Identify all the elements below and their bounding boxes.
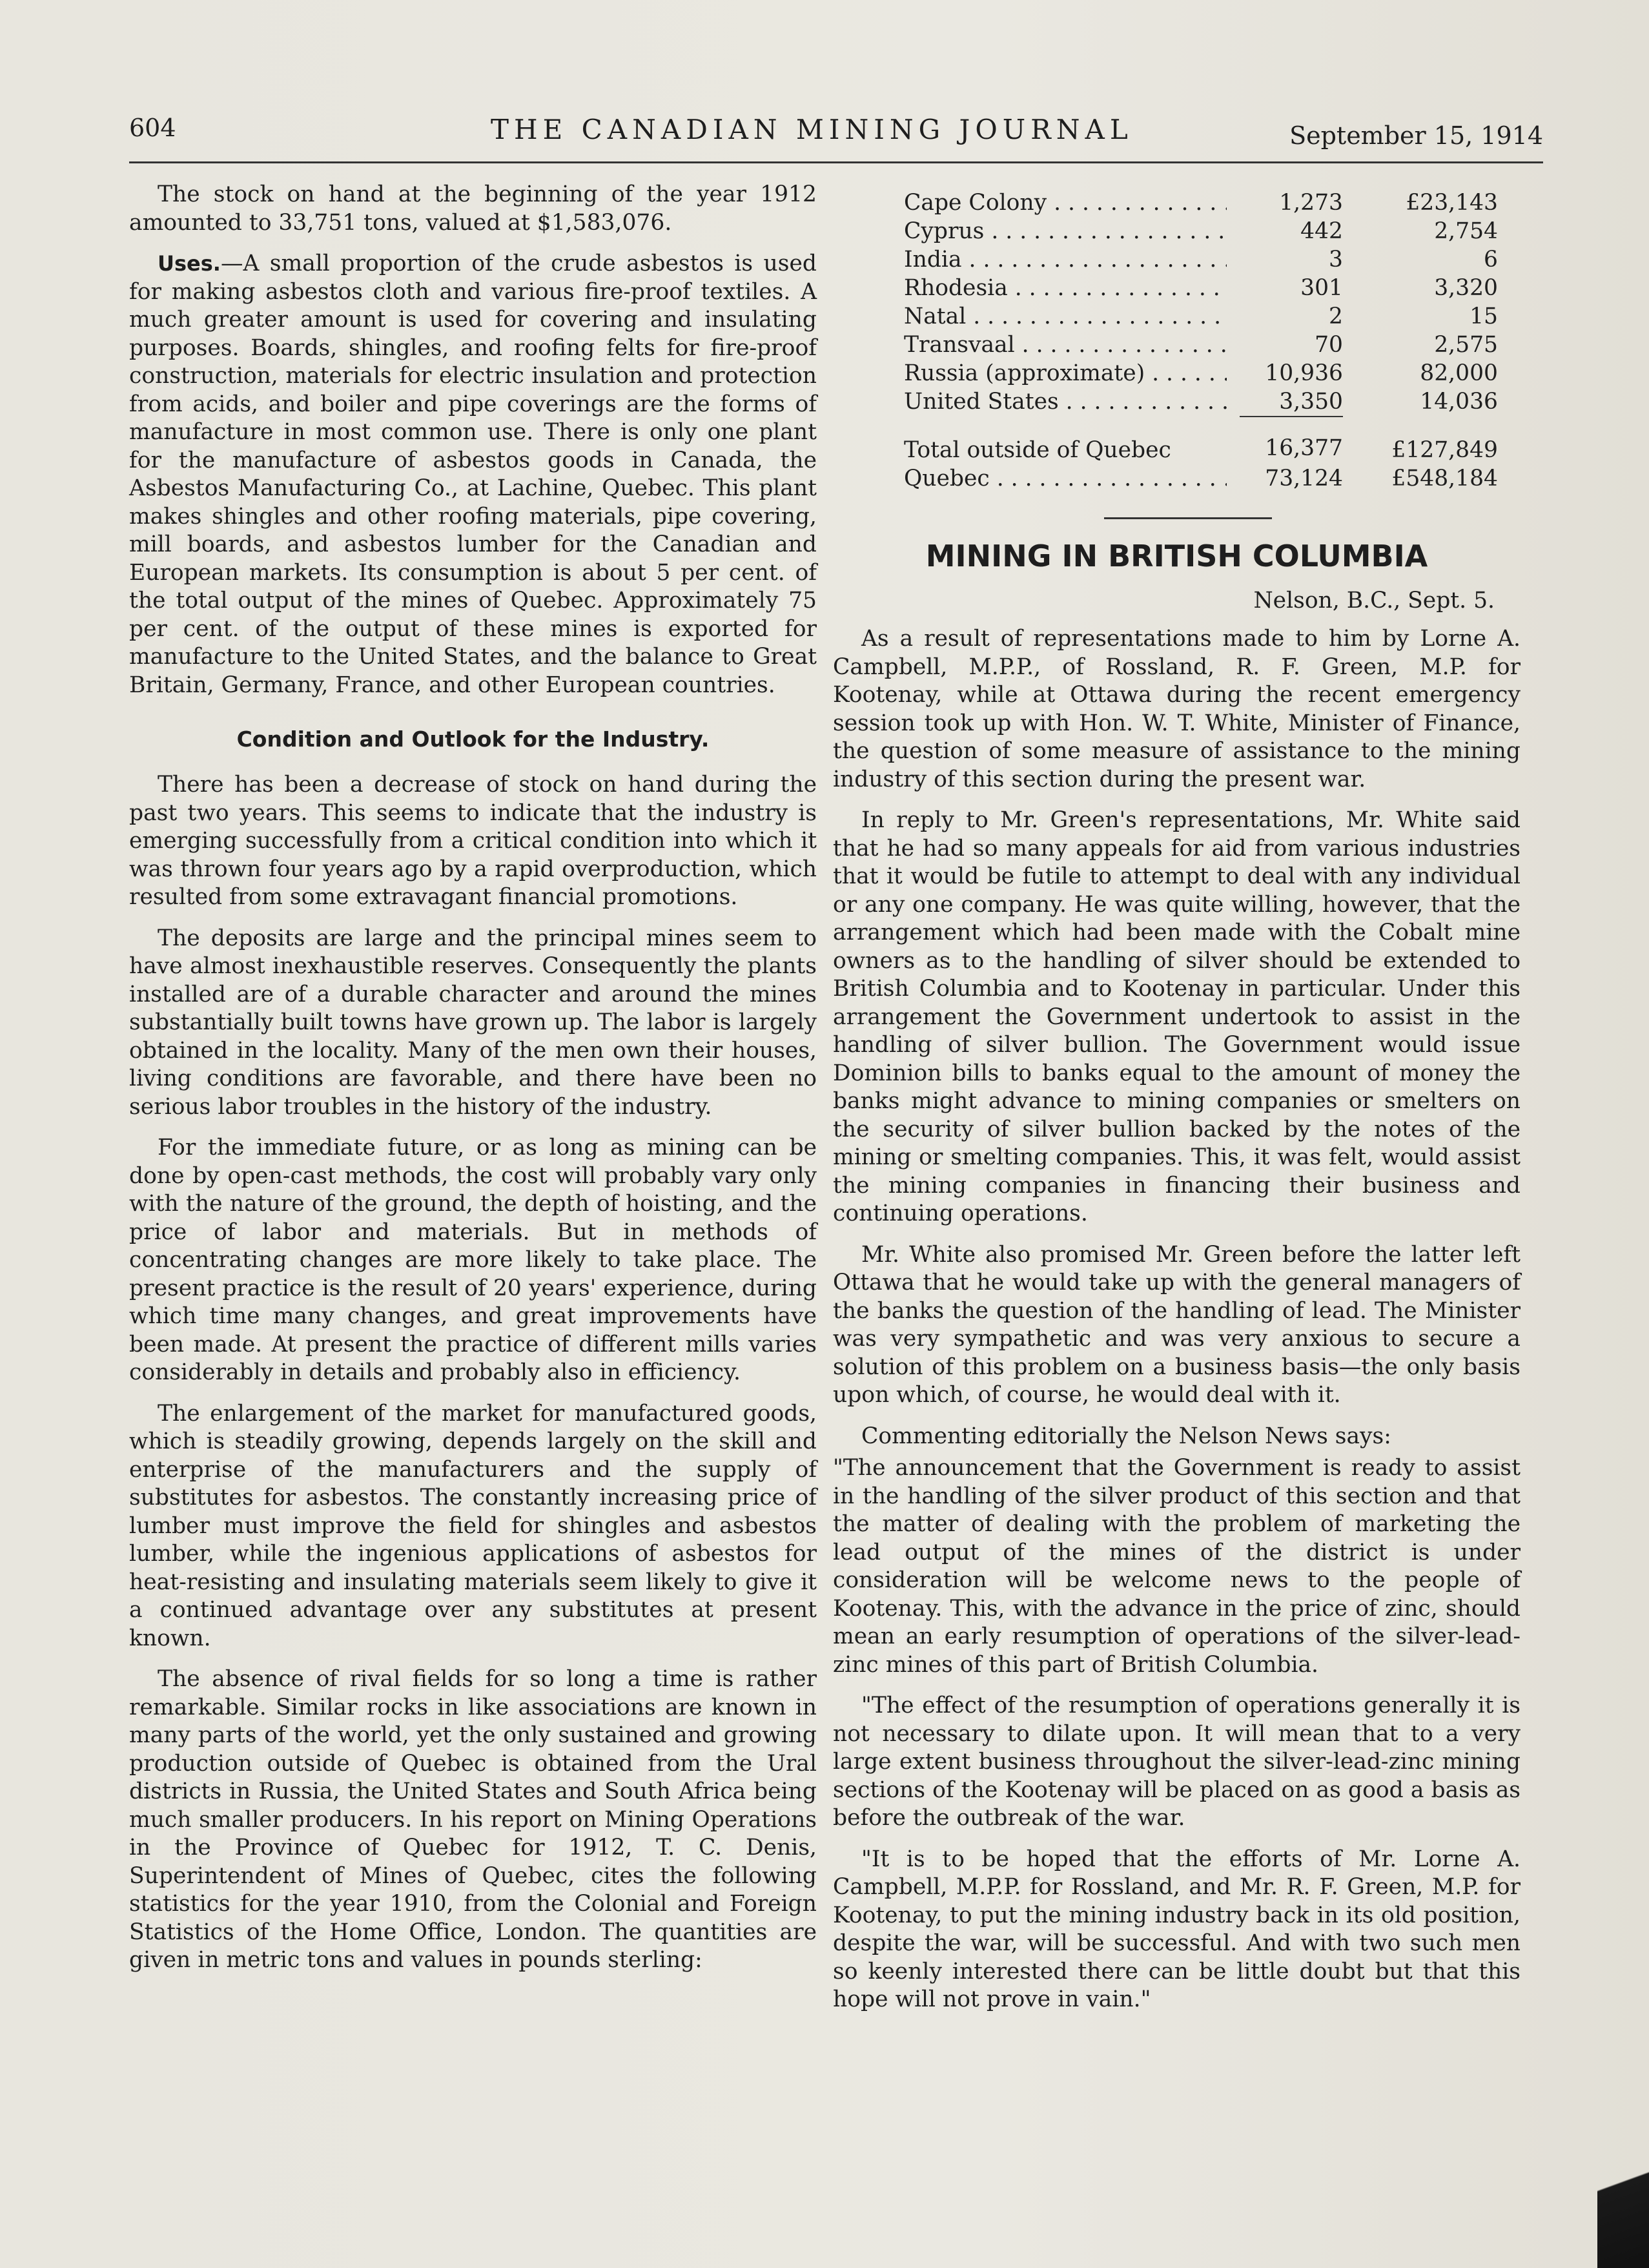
right-column xyxy=(833,189,1521,2027)
journal-title: THE CANADIAN MINING JOURNAL xyxy=(491,114,1133,145)
quebec-value: £548,184 xyxy=(1391,466,1498,491)
uses-text: —A small proportion of the crude asbestos is used for making asbestos cloth and various fire-proof textiles. A much greater amount is used for covering and insulating purposes. Boards, shingles, and roofing felts for fire-proof construction, materials for electric insulation and protection from acids, and boiler and pipe coverings are the forms of manufacture in most common use. There is only one plant for the manufacture of asbestos goods in Canada, the Asbestos Manufacturing Co., at Lachine, Quebec. This plant makes shingles and other roofing materials, pipe covering, mill boards, and asbestos lumber for the Canadian and European markets. Its consumption is about 5 per cent. of the total output of the mines of Quebec. Approximately 75 per cent. of the output of these mines is exported for manufacture to the United States, and the balance to Great Britain, Germany, France, and other European countries. xyxy=(129,251,817,698)
page-corner-shadow xyxy=(1597,2126,1649,2268)
table-row xyxy=(904,245,1498,274)
table-row xyxy=(904,274,1498,302)
tons-cell: 3 xyxy=(1329,247,1343,273)
value-cell: 3,320 xyxy=(1434,275,1498,301)
article-quote-paragraph: "The announcement that the Government is ready to assist in the handling of the silver product of this section and that the matter of dealing with the problem of marketing the lead output of the mines of the district is under consideration will be welcome news to the people of Kootenay. This, with the advance in the price of zinc, should mean an early resumption of operations of the silver-lead-zinc mines of this part of British Columbia. xyxy=(833,1455,1521,1678)
country-name: Transvaal xyxy=(904,332,1015,358)
tons-cell: 10,936 xyxy=(1265,360,1343,386)
tons-cell: 3,350 xyxy=(1279,389,1343,415)
value-cell: 15 xyxy=(1470,304,1498,329)
paragraph-stock: The stock on hand at the beginning of the year 1912 amounted to 33,751 tons, valued at $1,583,076. xyxy=(129,181,817,236)
section-divider xyxy=(1104,517,1272,519)
article-title: MINING IN BRITISH COLUMBIA xyxy=(925,539,1428,573)
page-header xyxy=(129,110,1543,163)
paragraph-future: For the immediate future, or as long as mining can be done by open-cast methods, the cost will probably vary only with the nature of the ground, the depth of hoisting, and the price of labor and materials. But in methods of concentrating changes are more likely to take place. The present practice is the result of 20 years' experience, during which time many changes, and great improvements have been made. At present the practice of different mills varies considerably in details and probably also in efficiency. xyxy=(129,1135,817,1385)
value-cell: 2,754 xyxy=(1434,218,1498,244)
value-cell: £23,143 xyxy=(1406,190,1498,216)
table-row xyxy=(904,302,1498,331)
value-cell: 6 xyxy=(1484,247,1498,273)
value-cell: 2,575 xyxy=(1434,332,1498,358)
country-name: Cyprus xyxy=(904,218,985,244)
paragraph-uses xyxy=(129,250,817,699)
tons-cell: 2 xyxy=(1329,304,1343,329)
value-cell: 14,036 xyxy=(1420,389,1498,415)
country-name: United States xyxy=(904,389,1059,415)
country-name: India xyxy=(904,247,962,273)
paragraph-deposits: The deposits are large and the principal mines seem to have almost inexhaustible reserves. Consequently the plants installed are of a durable character and around the mines substantially built towns have grown up. The labor is largely obtained in the locality. Many of the men own their houses, living conditions are favorable, and there have been no serious labor troubles in the history of the industry. xyxy=(129,925,817,1120)
table-quebec-row xyxy=(904,464,1498,493)
article-paragraph: Mr. White also promised Mr. Green before the latter left Ottawa that he would take up with the general managers of the banks the question of the handling of lead. The Minister was very sympathetic and was very anxious to secure a solution of this problem on a business basis—the only basis upon which, of course, he would deal with it. xyxy=(833,1241,1521,1408)
country-name: Rhodesia xyxy=(904,275,1008,301)
article-dateline: Nelson, B.C., Sept. 5. xyxy=(1253,588,1495,613)
total-tons: 16,377 xyxy=(1240,417,1343,464)
uses-run-in-heading: Uses. xyxy=(158,251,221,276)
article-quote-paragraph: "It is to be hoped that the efforts of Mr. Lorne A. Campbell, M.P.P. for Rossland, and Mr. R. F. Green, M.P. for Kootenay, to put the mining industry back in its old position, despite the war, will be successful. And with two such men so keenly interested there can be little doubt but that this hope will not prove in vain." xyxy=(833,1846,1521,2012)
page-number: 604 xyxy=(129,114,176,142)
article-paragraph: Commenting editorially the Nelson News says: xyxy=(861,1423,1391,1449)
statistics-table xyxy=(904,189,1498,493)
tons-cell: 442 xyxy=(1300,218,1343,244)
table-row xyxy=(904,387,1498,417)
country-name: Natal xyxy=(904,304,967,329)
tons-cell: 70 xyxy=(1315,332,1343,358)
section-heading-outlook: Condition and Outlook for the Industry. xyxy=(236,727,710,752)
paragraph-market: The enlargement of the market for manufactured goods, which is steadily growing, depends largely on the skill and enterprise of the manufacturers and the supply of substitutes for asbestos. The constantly increasing price of lumber must improve the field for shingles and asbestos lumber, while the ingenious applications of asbestos for heat-resisting and insulating materials seem likely to give it a continued advantage over any substitutes at present known. xyxy=(129,1400,817,1651)
country-name: Cape Colony xyxy=(904,190,1047,216)
table-row xyxy=(904,189,1498,217)
table-row xyxy=(904,331,1498,359)
total-value: £127,849 xyxy=(1391,437,1498,463)
table-row xyxy=(904,217,1498,245)
article-paragraph: In reply to Mr. Green's representations, Mr. White said that he had so many appeals for aid from various industries that it would be futile to attempt to deal with any individual or any one company. He was quite willing, however, that the arrangement which had been made with the Cobalt mine owners as to the handling of silver should be extended to British Columbia and to Kootenay in particular. Under this arrangement the Government undertook to assist in the handling of silver bullion. The Government would issue Dominion bills to banks equal to the amount of money the banks might advance to mining companies or smelters on the security of silver bullion backed by the notes of the mining or smelting companies. This, it was felt, would assist the mining companies in financing their business and continuing operations. xyxy=(833,807,1521,1226)
issue-date: September 15, 1914 xyxy=(1289,121,1543,150)
table-row xyxy=(904,359,1498,387)
table-total-row xyxy=(904,417,1498,464)
paragraph-decrease: There has been a decrease of stock on hand during the past two years. This seems to indicate that the industry is emerging successfully from a critical condition into which it was thrown four years ago by a rapid overproduction, which resulted from some extravagant financial promotions. xyxy=(129,772,817,910)
article-paragraph: As a result of representations made to him by Lorne A. Campbell, M.P.P., of Rossland, R. F. Green, M.P. for Kootenay, while at Ottawa during the recent emergency session took up with Hon. W. T. White, Minister of Finance, the question of some measure of assistance to the mining industry of this section during the present war. xyxy=(833,626,1521,792)
tons-cell: 1,273 xyxy=(1279,190,1343,216)
value-cell: 82,000 xyxy=(1420,360,1498,386)
tons-cell: 301 xyxy=(1300,275,1343,301)
country-name: Russia (approximate) xyxy=(904,360,1145,386)
quebec-label: Quebec xyxy=(904,466,990,491)
quebec-tons: 73,124 xyxy=(1265,466,1343,491)
article-quote-paragraph: "The effect of the resumption of operations generally it is not necessary to dilate upon. It will mean that to a very large extent business throughout the silver-lead-zinc mining sections of the Kootenay will be placed on as good a basis as before the outbreak of the war. xyxy=(833,1693,1521,1831)
left-column xyxy=(129,181,817,1988)
total-label: Total outside of Quebec xyxy=(904,437,1171,463)
paragraph-rival-fields: The absence of rival fields for so long a time is rather remarkable. Similar rocks in like associations are known in many parts of the world, yet the only sustained and growing production outside of Quebec is obtained from the Ural districts in Russia, the United States and South Africa being much smaller producers. In his report on Mining Operations in the Province of Quebec for 1912, T. C. Denis, Superintendent of Mines of Quebec, cites the following statistics for the year 1910, from the Colonial and Foreign Statistics of the Home Office, London. The quantities are given in metric tons and values in pounds sterling: xyxy=(129,1666,817,1973)
